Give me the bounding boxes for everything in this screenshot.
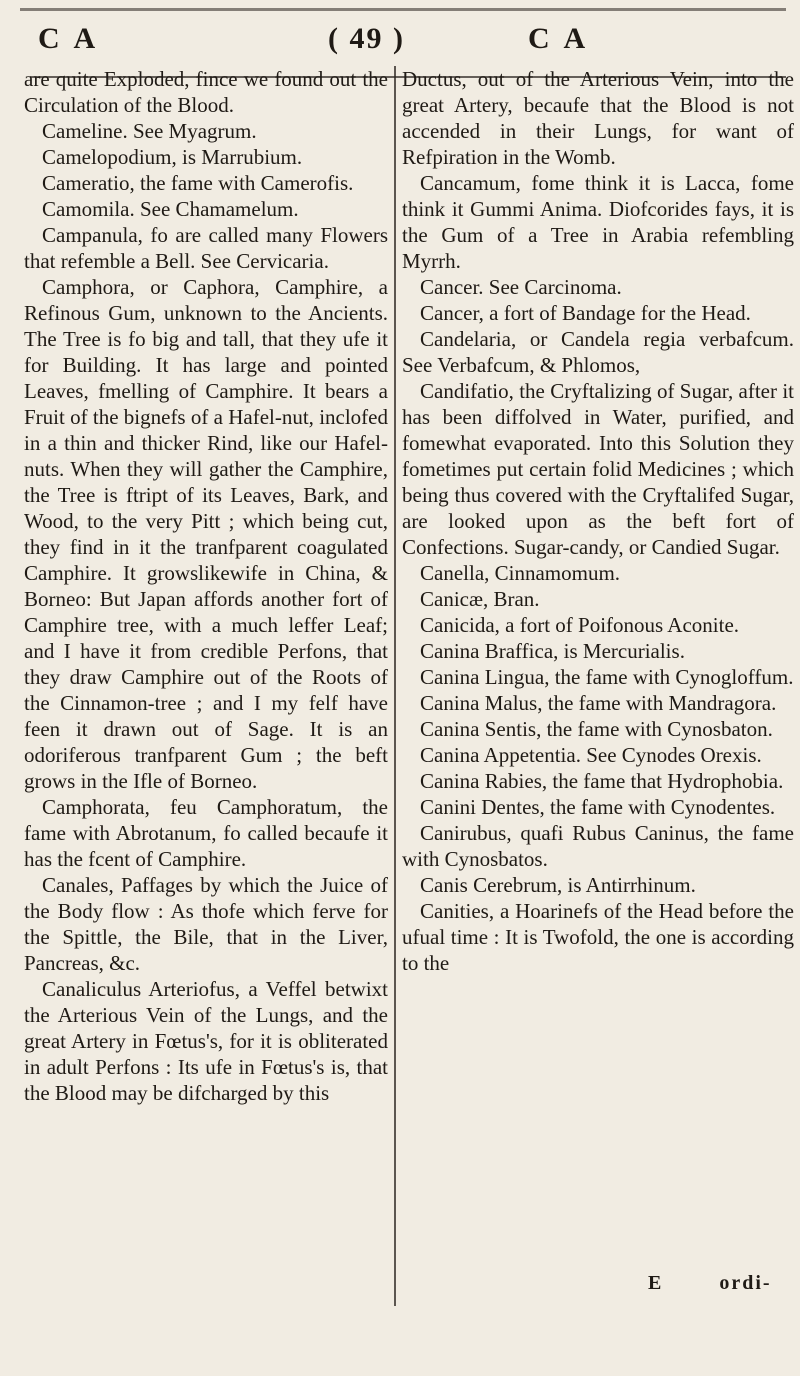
entry-paragraph: Canina Appetentia. See Cynodes Orexis. (420, 743, 762, 767)
entry-paragraph: Canina Rabies, the fame that Hydrophobia. (420, 769, 784, 793)
signature-mark: E (648, 1272, 664, 1294)
entry-paragraph: are quite Exploded, fince we found out the Circulation of the Blood. (24, 67, 388, 117)
entry-paragraph: Canities, a Hoarinefs of the Head before the ufual time : It is Twofold, the one is according to the (402, 899, 794, 975)
entry-paragraph: Canicæ, Bran. (420, 587, 540, 611)
entry-paragraph: Cameratio, the fame with Camerofis. (42, 171, 354, 195)
entry-paragraph: Canini Dentes, the fame with Cynodentes. (420, 795, 776, 819)
entry-paragraph: Campanula, fo are called many Flowers that refemble a Bell. See Cervicaria. (24, 223, 388, 273)
entry-paragraph: Cameline. See Myagrum. (42, 119, 257, 143)
entry-paragraph: Canis Cerebrum, is Antirrhinum. (420, 873, 696, 897)
entry-paragraph: Camomila. See Chamamelum. (42, 197, 299, 221)
right-column (402, 66, 794, 976)
entry-paragraph: Cancer. See Carcinoma. (420, 275, 622, 299)
entry-paragraph: Camphorata, feu Camphoratum, the fame with Abrotanum, fo called becaufe it has the fcent of Camphire. (24, 795, 388, 871)
entry-paragraph: Canina Malus, the fame with Mandragora. (420, 691, 777, 715)
left-column (24, 66, 388, 1106)
header-left: C A (38, 22, 100, 55)
entry-paragraph: Canales, Paffages by which the Juice of the Body flow : As thofe which ferve for the Spittle, the Bile, that in the Liver, Pancreas, &c. (24, 873, 388, 975)
entry-paragraph: Ductus, out of the Arterious Vein, into the great Artery, becaufe that the Blood is not accended in their Lungs, for want of Refpiration in the Womb. (402, 67, 794, 169)
entry-paragraph: Camelopodium, is Marrubium. (42, 145, 303, 169)
entry-paragraph: Canella, Cinnamomum. (420, 561, 621, 585)
running-header (0, 18, 800, 60)
page-number: ( 49 ) (328, 22, 405, 55)
entry-paragraph: Candelaria, or Candela regia verbafcum. See Verbafcum, & Phlomos, (402, 327, 794, 377)
entry-paragraph: Cancamum, fome think it is Lacca, fome think it Gummi Anima. Diofcorides fays, it is the Gum of a Tree in Arabia refembling Myrrh. (402, 171, 794, 273)
catchword: ordi- (719, 1272, 772, 1294)
entry-paragraph: Canirubus, quafi Rubus Caninus, the fame with Cynosbatos. (402, 821, 794, 871)
column-divider (394, 66, 396, 1306)
entry-paragraph: Canicida, a fort of Poifonous Aconite. (420, 613, 740, 637)
entry-paragraph: Canina Braffica, is Mercurialis. (420, 639, 685, 663)
entry-paragraph: Cancer, a fort of Bandage for the Head. (420, 301, 751, 325)
entry-paragraph: Candifatio, the Cryftalizing of Sugar, after it has been diffolved in Water, purified, and fomewhat evaporated. Into this Solution they fometimes put certain folid Medicines ; which being thus covered with the Cryftalifed Sugar, are looked upon as the beft fort of Confections. Sugar-candy, or Candied Sugar. (402, 379, 794, 559)
entry-paragraph: Canaliculus Arteriofus, a Veffel betwixt the Arterious Vein of the Lungs, and the great Artery in Fœtus's, for it is obliterated in adult Perfons : Its ufe in Fœtus's is, that the Blood may be difcharged by this (24, 977, 388, 1105)
entry-paragraph: Canina Lingua, the fame with Cynogloffum. (420, 665, 794, 689)
entry-paragraph: Canina Sentis, the fame with Cynosbaton. (420, 717, 773, 741)
header-right: C A (528, 22, 590, 55)
top-border (20, 8, 786, 11)
footer-signature (648, 1272, 772, 1295)
entry-paragraph: Camphora, or Caphora, Camphire, a Refinous Gum, unknown to the Ancients. The Tree is fo big and tall, that they ufe it for Building. It has large and pointed Leaves, fmelling of Camphire. It bears a Fruit of the bignefs of a Hafel-nut, inclofed in a thin and thicker Rind, like our Hafel-nuts. When they will gather the Camphire, the Tree is ftript of its Leaves, Bark, and Wood, to the very Pitt ; which being cut, they find in it the tranfparent coagulated Camphire. It growslikewife in China, & Borneo: But Japan affords another fort of Camphire tree, with a much leffer Leaf; and I have it from credible Perfons, that they draw Camphire out of the Roots of the Cinnamon-tree ; and I my felf have feen it drawn out of Sage. It is an odoriferous tranfparent Gum ; the beft grows in the Ifle of Borneo. (24, 275, 388, 793)
